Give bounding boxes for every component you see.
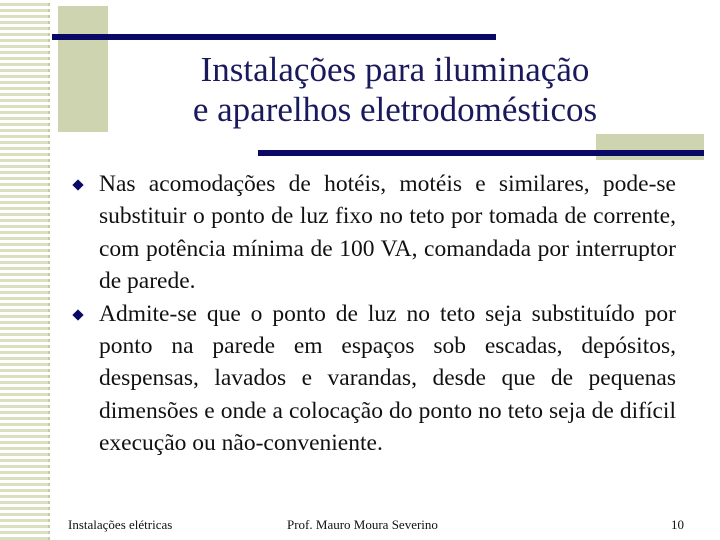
slide-title-line-1: Instalações para iluminação (200, 50, 590, 89)
title-bottom-rule (258, 150, 704, 156)
footer-course-name: Instalações elétricas (68, 517, 173, 532)
slide-title-line-2: e aparelhos eletrodomésticos (192, 90, 598, 129)
diamond-bullet-icon (72, 179, 83, 190)
bullet-text: Admite-se que o ponto de luz no teto seja substituído por ponto na parede em espaços sob escadas, depósitos, despensas, lavados e varandas, desde que de pequenas dimensões e onde a colocação do ponto no teto seja de difícil execução ou não-conveniente. (99, 300, 676, 457)
slide-body (74, 168, 676, 460)
diamond-bullet-icon (72, 309, 83, 320)
slide-title (100, 50, 690, 130)
title-decoration-bar (596, 134, 704, 160)
footer-page-number: 10 (671, 517, 684, 532)
footer-author: Prof. Mauro Moura Severino (287, 517, 438, 532)
bullet-item (74, 298, 676, 460)
bullet-item (74, 168, 676, 298)
bullet-text: Nas acomodações de hotéis, motéis e similares, pode-se substituir o ponto de luz fixo no teto por tomada de corrente, com potência mínima de 100 VA, comandada por interruptor de parede. (99, 171, 676, 295)
left-striped-band (0, 0, 50, 540)
title-top-rule (52, 34, 496, 40)
